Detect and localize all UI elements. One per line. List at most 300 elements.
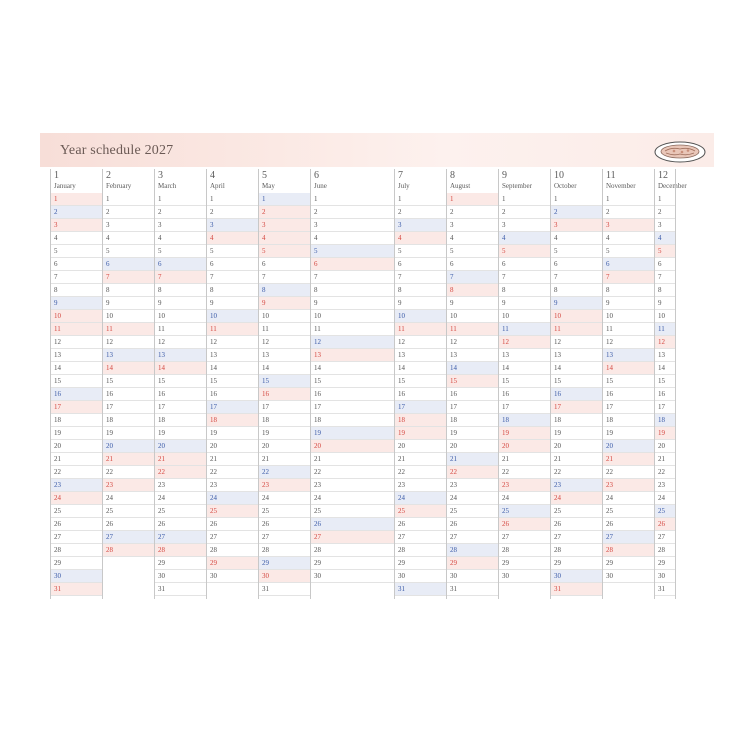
day-cell[interactable] [499, 453, 550, 466]
day-cell[interactable] [447, 544, 498, 557]
day-cell[interactable] [603, 297, 654, 310]
day-cell[interactable] [103, 505, 154, 518]
day-cell[interactable] [207, 362, 258, 375]
day-cell[interactable] [311, 349, 394, 362]
day-cell[interactable] [499, 427, 550, 440]
day-cell[interactable] [551, 219, 602, 232]
day-cell[interactable] [103, 271, 154, 284]
day-cell[interactable] [155, 362, 206, 375]
day-cell[interactable] [155, 375, 206, 388]
day-cell[interactable] [447, 284, 498, 297]
day-cell[interactable] [259, 570, 310, 583]
day-cell[interactable] [103, 479, 154, 492]
day-cell[interactable] [395, 388, 446, 401]
day-cell[interactable] [51, 492, 102, 505]
day-cell[interactable] [311, 427, 394, 440]
day-cell[interactable] [51, 245, 102, 258]
day-cell[interactable] [655, 284, 675, 297]
day-cell[interactable] [207, 206, 258, 219]
day-cell[interactable] [51, 349, 102, 362]
day-cell[interactable] [311, 219, 394, 232]
day-cell[interactable] [311, 492, 394, 505]
day-cell[interactable] [51, 271, 102, 284]
day-cell[interactable] [603, 349, 654, 362]
day-cell[interactable] [603, 557, 654, 570]
day-cell[interactable] [603, 362, 654, 375]
day-cell[interactable] [311, 570, 394, 583]
day-cell[interactable] [655, 518, 675, 531]
day-cell[interactable] [395, 206, 446, 219]
day-cell[interactable] [51, 557, 102, 570]
day-cell[interactable] [655, 258, 675, 271]
day-cell[interactable] [207, 518, 258, 531]
day-cell[interactable] [655, 336, 675, 349]
day-cell[interactable] [207, 310, 258, 323]
day-cell[interactable] [499, 349, 550, 362]
day-cell[interactable] [551, 401, 602, 414]
day-cell[interactable] [603, 544, 654, 557]
day-cell[interactable] [447, 440, 498, 453]
day-cell[interactable] [499, 466, 550, 479]
day-cell[interactable] [155, 232, 206, 245]
day-cell[interactable] [551, 323, 602, 336]
day-cell[interactable] [259, 479, 310, 492]
day-cell[interactable] [51, 401, 102, 414]
day-cell[interactable] [499, 219, 550, 232]
day-cell[interactable] [155, 544, 206, 557]
day-cell[interactable] [103, 492, 154, 505]
day-cell[interactable] [103, 375, 154, 388]
day-cell[interactable] [655, 193, 675, 206]
day-cell[interactable] [311, 466, 394, 479]
day-cell[interactable] [51, 427, 102, 440]
day-cell[interactable] [155, 258, 206, 271]
day-cell[interactable] [447, 531, 498, 544]
day-cell[interactable] [155, 531, 206, 544]
day-cell[interactable] [499, 505, 550, 518]
day-cell[interactable] [447, 401, 498, 414]
day-cell[interactable] [395, 401, 446, 414]
day-cell[interactable] [603, 427, 654, 440]
day-cell[interactable] [655, 570, 675, 583]
day-cell[interactable] [551, 297, 602, 310]
day-cell[interactable] [51, 544, 102, 557]
day-cell[interactable] [311, 453, 394, 466]
day-cell[interactable] [499, 206, 550, 219]
day-cell[interactable] [311, 479, 394, 492]
day-cell[interactable] [551, 284, 602, 297]
day-cell[interactable] [447, 297, 498, 310]
day-cell[interactable] [311, 284, 394, 297]
day-cell[interactable] [447, 323, 498, 336]
day-cell[interactable] [551, 258, 602, 271]
day-cell[interactable] [259, 557, 310, 570]
day-cell[interactable] [51, 336, 102, 349]
day-cell[interactable] [103, 401, 154, 414]
day-cell[interactable] [395, 440, 446, 453]
day-cell[interactable] [447, 557, 498, 570]
day-cell[interactable] [499, 245, 550, 258]
day-cell[interactable] [259, 518, 310, 531]
day-cell[interactable] [447, 518, 498, 531]
day-cell[interactable] [207, 297, 258, 310]
day-cell[interactable] [499, 531, 550, 544]
day-cell[interactable] [655, 583, 675, 596]
day-cell[interactable] [311, 375, 394, 388]
day-cell[interactable] [551, 414, 602, 427]
day-cell[interactable] [447, 583, 498, 596]
day-cell[interactable] [551, 492, 602, 505]
day-cell[interactable] [655, 557, 675, 570]
day-cell[interactable] [395, 193, 446, 206]
day-cell[interactable] [259, 245, 310, 258]
day-cell[interactable] [603, 232, 654, 245]
day-cell[interactable] [655, 232, 675, 245]
day-cell[interactable] [603, 570, 654, 583]
day-cell[interactable] [155, 323, 206, 336]
day-cell[interactable] [447, 258, 498, 271]
day-cell[interactable] [155, 505, 206, 518]
day-cell[interactable] [499, 323, 550, 336]
day-cell[interactable] [499, 414, 550, 427]
day-cell[interactable] [499, 479, 550, 492]
day-cell[interactable] [103, 466, 154, 479]
day-cell[interactable] [311, 310, 394, 323]
day-cell[interactable] [259, 505, 310, 518]
day-cell[interactable] [603, 453, 654, 466]
day-cell[interactable] [51, 518, 102, 531]
day-cell[interactable] [51, 219, 102, 232]
day-cell[interactable] [655, 544, 675, 557]
day-cell[interactable] [603, 440, 654, 453]
day-cell[interactable] [51, 206, 102, 219]
day-cell[interactable] [103, 336, 154, 349]
day-cell[interactable] [603, 388, 654, 401]
day-cell[interactable] [155, 518, 206, 531]
day-cell[interactable] [155, 219, 206, 232]
day-cell[interactable] [447, 414, 498, 427]
day-cell[interactable] [447, 206, 498, 219]
day-cell[interactable] [655, 440, 675, 453]
day-cell[interactable] [395, 349, 446, 362]
day-cell[interactable] [103, 297, 154, 310]
day-cell[interactable] [395, 505, 446, 518]
day-cell[interactable] [207, 375, 258, 388]
day-cell[interactable] [51, 284, 102, 297]
day-cell[interactable] [155, 427, 206, 440]
day-cell[interactable] [103, 544, 154, 557]
day-cell[interactable] [395, 375, 446, 388]
day-cell[interactable] [499, 271, 550, 284]
day-cell[interactable] [207, 232, 258, 245]
day-cell[interactable] [103, 258, 154, 271]
day-cell[interactable] [259, 401, 310, 414]
day-cell[interactable] [155, 440, 206, 453]
day-cell[interactable] [311, 388, 394, 401]
day-cell[interactable] [551, 193, 602, 206]
day-cell[interactable] [259, 531, 310, 544]
day-cell[interactable] [395, 583, 446, 596]
day-cell[interactable] [207, 557, 258, 570]
day-cell[interactable] [447, 453, 498, 466]
day-cell[interactable] [447, 388, 498, 401]
day-cell[interactable] [655, 453, 675, 466]
day-cell[interactable] [551, 336, 602, 349]
day-cell[interactable] [447, 466, 498, 479]
day-cell[interactable] [207, 245, 258, 258]
day-cell[interactable] [155, 466, 206, 479]
day-cell[interactable] [311, 193, 394, 206]
day-cell[interactable] [103, 206, 154, 219]
day-cell[interactable] [311, 557, 394, 570]
day-cell[interactable] [655, 271, 675, 284]
day-cell[interactable] [103, 453, 154, 466]
day-cell[interactable] [499, 440, 550, 453]
day-cell[interactable] [499, 310, 550, 323]
day-cell[interactable] [551, 310, 602, 323]
day-cell[interactable] [103, 362, 154, 375]
day-cell[interactable] [551, 505, 602, 518]
day-cell[interactable] [447, 479, 498, 492]
day-cell[interactable] [259, 453, 310, 466]
day-cell[interactable] [499, 193, 550, 206]
day-cell[interactable] [259, 414, 310, 427]
day-cell[interactable] [51, 505, 102, 518]
day-cell[interactable] [395, 557, 446, 570]
day-cell[interactable] [395, 414, 446, 427]
day-cell[interactable] [603, 284, 654, 297]
day-cell[interactable] [447, 427, 498, 440]
day-cell[interactable] [103, 193, 154, 206]
day-cell[interactable] [311, 440, 394, 453]
day-cell[interactable] [155, 583, 206, 596]
day-cell[interactable] [311, 323, 394, 336]
day-cell[interactable] [51, 310, 102, 323]
day-cell[interactable] [551, 531, 602, 544]
day-cell[interactable] [447, 505, 498, 518]
day-cell[interactable] [603, 492, 654, 505]
day-cell[interactable] [395, 271, 446, 284]
day-cell[interactable] [499, 492, 550, 505]
day-cell[interactable] [207, 323, 258, 336]
day-cell[interactable] [259, 271, 310, 284]
day-cell[interactable] [155, 401, 206, 414]
day-cell[interactable] [155, 336, 206, 349]
day-cell[interactable] [259, 232, 310, 245]
day-cell[interactable] [51, 297, 102, 310]
day-cell[interactable] [655, 401, 675, 414]
day-cell[interactable] [207, 440, 258, 453]
day-cell[interactable] [655, 297, 675, 310]
day-cell[interactable] [603, 466, 654, 479]
day-cell[interactable] [311, 206, 394, 219]
day-cell[interactable] [259, 297, 310, 310]
day-cell[interactable] [603, 310, 654, 323]
day-cell[interactable] [155, 284, 206, 297]
day-cell[interactable] [551, 453, 602, 466]
day-cell[interactable] [395, 219, 446, 232]
day-cell[interactable] [259, 323, 310, 336]
day-cell[interactable] [207, 349, 258, 362]
day-cell[interactable] [603, 206, 654, 219]
day-cell[interactable] [207, 414, 258, 427]
day-cell[interactable] [447, 570, 498, 583]
day-cell[interactable] [311, 531, 394, 544]
day-cell[interactable] [655, 206, 675, 219]
day-cell[interactable] [259, 427, 310, 440]
day-cell[interactable] [395, 544, 446, 557]
day-cell[interactable] [51, 193, 102, 206]
day-cell[interactable] [499, 284, 550, 297]
day-cell[interactable] [103, 284, 154, 297]
day-cell[interactable] [311, 232, 394, 245]
day-cell[interactable] [259, 310, 310, 323]
day-cell[interactable] [259, 258, 310, 271]
day-cell[interactable] [155, 414, 206, 427]
day-cell[interactable] [259, 492, 310, 505]
day-cell[interactable] [51, 466, 102, 479]
day-cell[interactable] [655, 492, 675, 505]
day-cell[interactable] [207, 531, 258, 544]
day-cell[interactable] [259, 349, 310, 362]
day-cell[interactable] [499, 258, 550, 271]
day-cell[interactable] [395, 518, 446, 531]
day-cell[interactable] [259, 193, 310, 206]
day-cell[interactable] [551, 388, 602, 401]
day-cell[interactable] [499, 232, 550, 245]
day-cell[interactable] [447, 219, 498, 232]
day-cell[interactable] [207, 271, 258, 284]
day-cell[interactable] [603, 401, 654, 414]
day-cell[interactable] [155, 557, 206, 570]
day-cell[interactable] [551, 206, 602, 219]
day-cell[interactable] [311, 505, 394, 518]
day-cell[interactable] [311, 544, 394, 557]
day-cell[interactable] [51, 570, 102, 583]
day-cell[interactable] [207, 479, 258, 492]
day-cell[interactable] [103, 414, 154, 427]
day-cell[interactable] [551, 349, 602, 362]
day-cell[interactable] [551, 245, 602, 258]
day-cell[interactable] [395, 245, 446, 258]
day-cell[interactable] [103, 310, 154, 323]
day-cell[interactable] [655, 505, 675, 518]
day-cell[interactable] [103, 440, 154, 453]
day-cell[interactable] [447, 310, 498, 323]
day-cell[interactable] [395, 258, 446, 271]
day-cell[interactable] [311, 401, 394, 414]
day-cell[interactable] [155, 479, 206, 492]
day-cell[interactable] [603, 375, 654, 388]
day-cell[interactable] [155, 297, 206, 310]
day-cell[interactable] [551, 427, 602, 440]
day-cell[interactable] [655, 245, 675, 258]
day-cell[interactable] [311, 258, 394, 271]
day-cell[interactable] [207, 570, 258, 583]
day-cell[interactable] [51, 258, 102, 271]
day-cell[interactable] [395, 284, 446, 297]
day-cell[interactable] [259, 583, 310, 596]
day-cell[interactable] [259, 206, 310, 219]
day-cell[interactable] [51, 453, 102, 466]
day-cell[interactable] [155, 245, 206, 258]
day-cell[interactable] [207, 284, 258, 297]
day-cell[interactable] [603, 271, 654, 284]
day-cell[interactable] [551, 583, 602, 596]
day-cell[interactable] [311, 362, 394, 375]
day-cell[interactable] [259, 440, 310, 453]
day-cell[interactable] [655, 531, 675, 544]
day-cell[interactable] [51, 232, 102, 245]
day-cell[interactable] [499, 401, 550, 414]
day-cell[interactable] [311, 414, 394, 427]
day-cell[interactable] [207, 453, 258, 466]
day-cell[interactable] [499, 297, 550, 310]
day-cell[interactable] [655, 375, 675, 388]
day-cell[interactable] [207, 336, 258, 349]
day-cell[interactable] [551, 557, 602, 570]
day-cell[interactable] [155, 453, 206, 466]
day-cell[interactable] [603, 505, 654, 518]
day-cell[interactable] [603, 219, 654, 232]
day-cell[interactable] [311, 271, 394, 284]
day-cell[interactable] [103, 531, 154, 544]
day-cell[interactable] [603, 531, 654, 544]
day-cell[interactable] [655, 323, 675, 336]
day-cell[interactable] [603, 414, 654, 427]
day-cell[interactable] [103, 349, 154, 362]
day-cell[interactable] [551, 479, 602, 492]
day-cell[interactable] [259, 388, 310, 401]
day-cell[interactable] [207, 219, 258, 232]
day-cell[interactable] [207, 492, 258, 505]
day-cell[interactable] [207, 401, 258, 414]
day-cell[interactable] [311, 297, 394, 310]
day-cell[interactable] [551, 232, 602, 245]
day-cell[interactable] [259, 466, 310, 479]
day-cell[interactable] [655, 388, 675, 401]
day-cell[interactable] [603, 193, 654, 206]
day-cell[interactable] [447, 362, 498, 375]
day-cell[interactable] [103, 219, 154, 232]
day-cell[interactable] [103, 323, 154, 336]
day-cell[interactable] [655, 414, 675, 427]
day-cell[interactable] [395, 453, 446, 466]
day-cell[interactable] [395, 232, 446, 245]
day-cell[interactable] [395, 427, 446, 440]
day-cell[interactable] [51, 479, 102, 492]
day-cell[interactable] [395, 310, 446, 323]
day-cell[interactable] [395, 479, 446, 492]
day-cell[interactable] [395, 336, 446, 349]
day-cell[interactable] [551, 362, 602, 375]
day-cell[interactable] [207, 388, 258, 401]
day-cell[interactable] [103, 232, 154, 245]
day-cell[interactable] [395, 570, 446, 583]
day-cell[interactable] [551, 544, 602, 557]
day-cell[interactable] [155, 271, 206, 284]
day-cell[interactable] [51, 362, 102, 375]
day-cell[interactable] [259, 284, 310, 297]
day-cell[interactable] [447, 349, 498, 362]
day-cell[interactable] [395, 323, 446, 336]
day-cell[interactable] [155, 193, 206, 206]
day-cell[interactable] [447, 336, 498, 349]
day-cell[interactable] [311, 518, 394, 531]
day-cell[interactable] [103, 245, 154, 258]
day-cell[interactable] [499, 388, 550, 401]
day-cell[interactable] [259, 375, 310, 388]
